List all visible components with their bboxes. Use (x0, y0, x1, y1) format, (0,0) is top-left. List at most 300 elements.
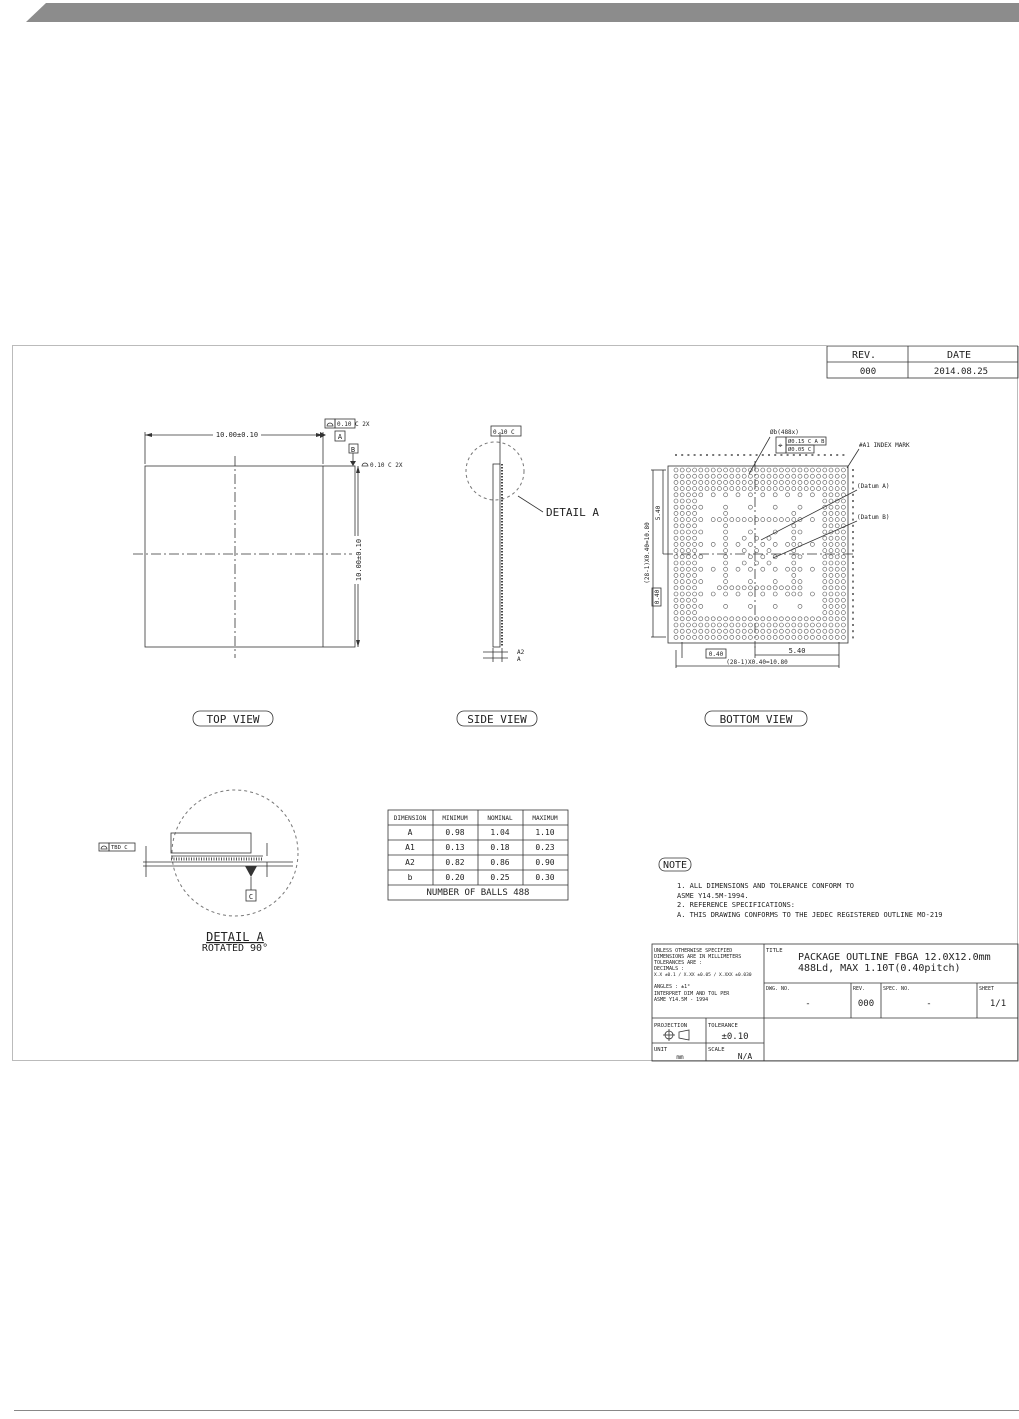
solder-ball (792, 592, 796, 596)
detail-a-subtitle: ROTATED 90° (201, 943, 269, 954)
solder-ball (823, 623, 827, 627)
solder-ball (686, 487, 690, 491)
solder-ball (841, 530, 845, 534)
solder-ball (717, 629, 721, 633)
flatness-callout-a: 0.10 C 2X (337, 421, 370, 428)
solder-ball (736, 567, 740, 571)
span-v-dim: (28-1)X0.40=10.80 (644, 522, 651, 584)
solder-ball (792, 524, 796, 528)
solder-ball (761, 567, 765, 571)
solder-ball (773, 493, 777, 497)
solder-ball (680, 518, 684, 522)
solder-ball (761, 468, 765, 472)
solder-ball (699, 493, 703, 497)
sheet-label: SHEET (979, 986, 995, 992)
solder-ball (680, 524, 684, 528)
solder-ball (717, 623, 721, 627)
solder-ball (841, 623, 845, 627)
solder-ball (674, 518, 678, 522)
solder-ball (804, 629, 808, 633)
row-marker (852, 525, 854, 527)
solder-ball (674, 592, 678, 596)
spec-line: DIMENSIONS ARE IN MILLIMETERS (654, 954, 742, 960)
solder-ball (724, 468, 728, 472)
solder-ball (798, 480, 802, 484)
row-marker (852, 537, 854, 539)
solder-ball (711, 487, 715, 491)
solder-ball (835, 592, 839, 596)
solder-ball (792, 629, 796, 633)
solder-ball (748, 617, 752, 621)
date-header: DATE (946, 350, 972, 361)
solder-ball (823, 524, 827, 528)
solder-ball (693, 487, 697, 491)
solder-ball (730, 468, 734, 472)
solder-ball (680, 480, 684, 484)
scale-value: N/A (737, 1052, 753, 1061)
solder-ball (829, 536, 833, 540)
dim-cell: b (407, 873, 413, 882)
solder-ball (798, 474, 802, 478)
solder-ball (779, 586, 783, 590)
solder-ball (724, 518, 728, 522)
row-marker (852, 568, 854, 570)
solder-ball (748, 586, 752, 590)
solder-ball (705, 635, 709, 639)
solder-ball (841, 549, 845, 553)
drawing-sheet (12, 345, 1018, 1061)
solder-ball (686, 549, 690, 553)
solder-ball (748, 592, 752, 596)
column-marker (749, 454, 751, 456)
datum-a-label: (Datum A) (857, 483, 890, 490)
row-marker (852, 618, 854, 620)
row-marker (852, 612, 854, 614)
solder-ball (823, 635, 827, 639)
solder-ball (835, 567, 839, 571)
solder-ball (742, 480, 746, 484)
solder-ball (674, 635, 678, 639)
solder-ball (748, 505, 752, 509)
solder-ball (686, 505, 690, 509)
solder-ball (841, 555, 845, 559)
solder-ball (686, 468, 690, 472)
solder-ball (810, 617, 814, 621)
solder-ball (724, 493, 728, 497)
solder-ball (841, 499, 845, 503)
solder-ball (823, 518, 827, 522)
third-angle-projection-icon (663, 1029, 689, 1041)
solder-ball (711, 518, 715, 522)
solder-ball (686, 586, 690, 590)
solder-ball (823, 604, 827, 608)
datum-b-box: B (350, 446, 356, 454)
row-marker (852, 543, 854, 545)
solder-ball (761, 480, 765, 484)
rev-header: REV. (851, 350, 877, 361)
solder-ball (699, 487, 703, 491)
solder-ball (717, 487, 721, 491)
datum-a-box: A (337, 433, 343, 441)
solder-ball (829, 555, 833, 559)
dim-table-header-nom: NOMINAL (487, 815, 513, 822)
solder-ball (786, 617, 790, 621)
solder-ball (841, 474, 845, 478)
solder-ball (730, 623, 734, 627)
solder-ball (724, 474, 728, 478)
solder-ball (773, 518, 777, 522)
solder-ball (823, 549, 827, 553)
solder-ball (767, 635, 771, 639)
solder-ball (699, 518, 703, 522)
solder-ball (736, 518, 740, 522)
solder-ball (680, 536, 684, 540)
solder-ball (773, 505, 777, 509)
solder-ball (736, 468, 740, 472)
solder-ball (724, 561, 728, 565)
solder-ball (742, 474, 746, 478)
solder-ball (748, 530, 752, 534)
solder-ball (835, 524, 839, 528)
solder-ball (724, 536, 728, 540)
solder-ball (680, 474, 684, 478)
column-marker (675, 454, 677, 456)
solder-ball (736, 592, 740, 596)
solder-ball (674, 487, 678, 491)
solder-ball (699, 480, 703, 484)
half-span-dim: 5.40 (788, 647, 806, 655)
row-marker (852, 599, 854, 601)
solder-ball (823, 617, 827, 621)
solder-ball (736, 586, 740, 590)
title-label: TITLE (766, 948, 783, 954)
solder-ball (829, 518, 833, 522)
solder-ball (680, 505, 684, 509)
solder-ball (748, 480, 752, 484)
solder-ball (686, 567, 690, 571)
solder-ball (798, 567, 802, 571)
solder-ball (730, 474, 734, 478)
solder-ball (748, 487, 752, 491)
solder-ball (773, 629, 777, 633)
dim-cell: 1.10 (535, 828, 555, 837)
solder-ball (810, 468, 814, 472)
solder-ball (724, 542, 728, 546)
solder-ball (773, 487, 777, 491)
solder-ball (699, 604, 703, 608)
solder-ball (693, 567, 697, 571)
dim-cell: 1.04 (490, 828, 510, 837)
solder-ball (773, 480, 777, 484)
solder-ball (730, 480, 734, 484)
column-marker (836, 454, 838, 456)
solder-ball (823, 493, 827, 497)
column-marker (681, 454, 683, 456)
solder-ball (835, 617, 839, 621)
dim-a: A (517, 656, 521, 663)
top-view (133, 419, 403, 726)
revision-table (827, 346, 1018, 378)
solder-ball (730, 487, 734, 491)
row-marker (852, 506, 854, 508)
solder-ball (693, 580, 697, 584)
solder-ball (792, 468, 796, 472)
solder-ball (674, 530, 678, 534)
solder-ball (761, 635, 765, 639)
solder-ball (810, 518, 814, 522)
solder-ball (705, 617, 709, 621)
detail-a (99, 790, 298, 954)
solder-ball (674, 493, 678, 497)
solder-ball (829, 487, 833, 491)
solder-ball (686, 530, 690, 534)
solder-ball (835, 474, 839, 478)
solder-ball (792, 536, 796, 540)
solder-ball (810, 592, 814, 596)
solder-ball (786, 635, 790, 639)
top-height-dim: 10.00±0.10 (355, 538, 363, 582)
solder-ball (792, 586, 796, 590)
solder-ball (693, 586, 697, 590)
row-marker (852, 605, 854, 607)
solder-ball (761, 623, 765, 627)
scale-label: SCALE (708, 1047, 725, 1053)
solder-ball (779, 468, 783, 472)
side-view-label: SIDE VIEW (467, 713, 527, 726)
solder-ball (798, 604, 802, 608)
solder-ball (680, 487, 684, 491)
tolerance-value: ±0.10 (721, 1032, 749, 1042)
solder-ball (841, 536, 845, 540)
solder-ball (711, 617, 715, 621)
solder-ball (711, 567, 715, 571)
solder-ball (823, 468, 827, 472)
solder-ball (693, 592, 697, 596)
solder-ball (823, 629, 827, 633)
package-outline-top (145, 466, 355, 647)
solder-ball (680, 611, 684, 615)
solder-ball (792, 561, 796, 565)
solder-ball (773, 592, 777, 596)
solder-ball (829, 611, 833, 615)
solder-ball (804, 480, 808, 484)
column-marker (780, 454, 782, 456)
row-marker (852, 512, 854, 514)
solder-ball (724, 524, 728, 528)
rev-value: 000 (859, 367, 877, 377)
solder-ball (835, 561, 839, 565)
solder-ball (736, 629, 740, 633)
pitch-dim-v: 0.40 (654, 589, 661, 605)
solder-ball (823, 511, 827, 515)
footer-rule (14, 1410, 1019, 1411)
column-marker (818, 454, 820, 456)
span-h-dim: (28-1)X0.40=10.80 (726, 659, 788, 666)
solder-ball (736, 542, 740, 546)
column-marker (687, 454, 689, 456)
spec-line: X.X ±0.1 / X.XX ±0.05 / X.XXX ±0.030 (654, 973, 752, 978)
solder-ball (736, 487, 740, 491)
solder-ball (717, 474, 721, 478)
solder-ball (823, 499, 827, 503)
detail-flatness: TBD C (111, 845, 128, 851)
solder-ball (841, 567, 845, 571)
solder-ball (804, 635, 808, 639)
column-marker (706, 454, 708, 456)
solder-ball (674, 611, 678, 615)
solder-ball (810, 493, 814, 497)
column-marker (793, 454, 795, 456)
solder-ball (835, 542, 839, 546)
solder-ball (693, 617, 697, 621)
solder-ball (767, 518, 771, 522)
solder-ball (817, 629, 821, 633)
solder-ball (724, 530, 728, 534)
solder-ball (674, 549, 678, 553)
dim-cell: A1 (405, 843, 415, 852)
solder-ball (835, 536, 839, 540)
solder-ball (773, 586, 777, 590)
solder-ball (773, 617, 777, 621)
solder-ball (693, 629, 697, 633)
solder-ball (835, 555, 839, 559)
solder-ball (823, 530, 827, 534)
solder-ball (792, 487, 796, 491)
solder-ball (835, 518, 839, 522)
notes (659, 858, 943, 919)
solder-ball (686, 580, 690, 584)
spec-line: DECIMALS : (654, 966, 685, 972)
solder-ball (779, 487, 783, 491)
solder-ball (786, 474, 790, 478)
column-marker (768, 454, 770, 456)
solder-ball (742, 586, 746, 590)
solder-ball (693, 480, 697, 484)
solder-ball (693, 493, 697, 497)
solder-ball (699, 623, 703, 627)
ball-tol-2: Ø0.05 C (788, 447, 812, 453)
solder-ball (693, 542, 697, 546)
solder-ball (829, 592, 833, 596)
column-marker (694, 454, 696, 456)
solder-ball (693, 573, 697, 577)
solder-ball (804, 487, 808, 491)
solder-ball (792, 573, 796, 577)
solder-ball (761, 586, 765, 590)
solder-ball (680, 580, 684, 584)
solder-ball (773, 580, 777, 584)
solder-ball (804, 623, 808, 627)
solder-ball (680, 567, 684, 571)
solder-ball (786, 480, 790, 484)
column-marker (700, 454, 702, 456)
solder-ball (674, 542, 678, 546)
solder-ball (674, 586, 678, 590)
solder-ball (792, 480, 796, 484)
spec-no-label: SPEC. NO. (883, 986, 911, 992)
column-marker (824, 454, 826, 456)
solder-ball (792, 567, 796, 571)
solder-ball (786, 592, 790, 596)
detail-a-circle (466, 442, 524, 500)
dim-table-header-max: MAXIMUM (532, 815, 558, 822)
solder-ball (742, 635, 746, 639)
solder-ball (792, 511, 796, 515)
solder-ball (798, 493, 802, 497)
solder-ball (717, 617, 721, 621)
solder-ball (761, 518, 765, 522)
solder-ball (748, 555, 752, 559)
solder-ball (773, 635, 777, 639)
column-marker (743, 454, 745, 456)
solder-ball (724, 487, 728, 491)
package-outline-drawing (13, 346, 1019, 1062)
solder-ball (823, 592, 827, 596)
solder-ball (792, 530, 796, 534)
solder-ball (674, 629, 678, 633)
header-band (0, 0, 1019, 24)
solder-ball (674, 580, 678, 584)
solder-ball (829, 468, 833, 472)
solder-ball (823, 567, 827, 571)
solder-ball (761, 592, 765, 596)
solder-ball (686, 480, 690, 484)
row-marker (852, 587, 854, 589)
solder-ball (773, 468, 777, 472)
solder-ball (711, 623, 715, 627)
solder-ball (717, 518, 721, 522)
side-view (457, 426, 599, 726)
solder-ball (674, 505, 678, 509)
solder-ball (823, 611, 827, 615)
pitch-dim: 0.40 (708, 651, 724, 658)
solder-ball (779, 518, 783, 522)
side-half-dim: 5.40 (655, 505, 662, 521)
solder-ball (761, 474, 765, 478)
solder-ball (693, 511, 697, 515)
row-marker (852, 500, 854, 502)
solder-ball (786, 623, 790, 627)
solder-ball (841, 592, 845, 596)
dim-cell: 0.98 (445, 828, 465, 837)
solder-ball (686, 592, 690, 596)
row-marker (852, 574, 854, 576)
solder-ball (674, 480, 678, 484)
solder-ball (841, 598, 845, 602)
solder-ball (829, 580, 833, 584)
solder-ball (779, 480, 783, 484)
solder-ball (829, 598, 833, 602)
solder-ball (841, 617, 845, 621)
solder-ball (767, 468, 771, 472)
solder-ball (841, 604, 845, 608)
solder-ball (841, 468, 845, 472)
solder-ball (693, 499, 697, 503)
note-line: A. THIS DRAWING CONFORMS TO THE JEDEC REGISTERED OUTLINE MO-219 (677, 911, 943, 919)
solder-ball (693, 549, 697, 553)
flatness-callout-b: 0.10 C 2X (370, 462, 403, 469)
solder-ball (686, 555, 690, 559)
solder-ball (674, 468, 678, 472)
solder-ball (742, 518, 746, 522)
solder-ball (711, 629, 715, 633)
solder-ball (699, 474, 703, 478)
solder-ball (686, 617, 690, 621)
solder-ball (717, 635, 721, 639)
solder-ball (680, 635, 684, 639)
solder-ball (724, 567, 728, 571)
solder-ball (792, 474, 796, 478)
